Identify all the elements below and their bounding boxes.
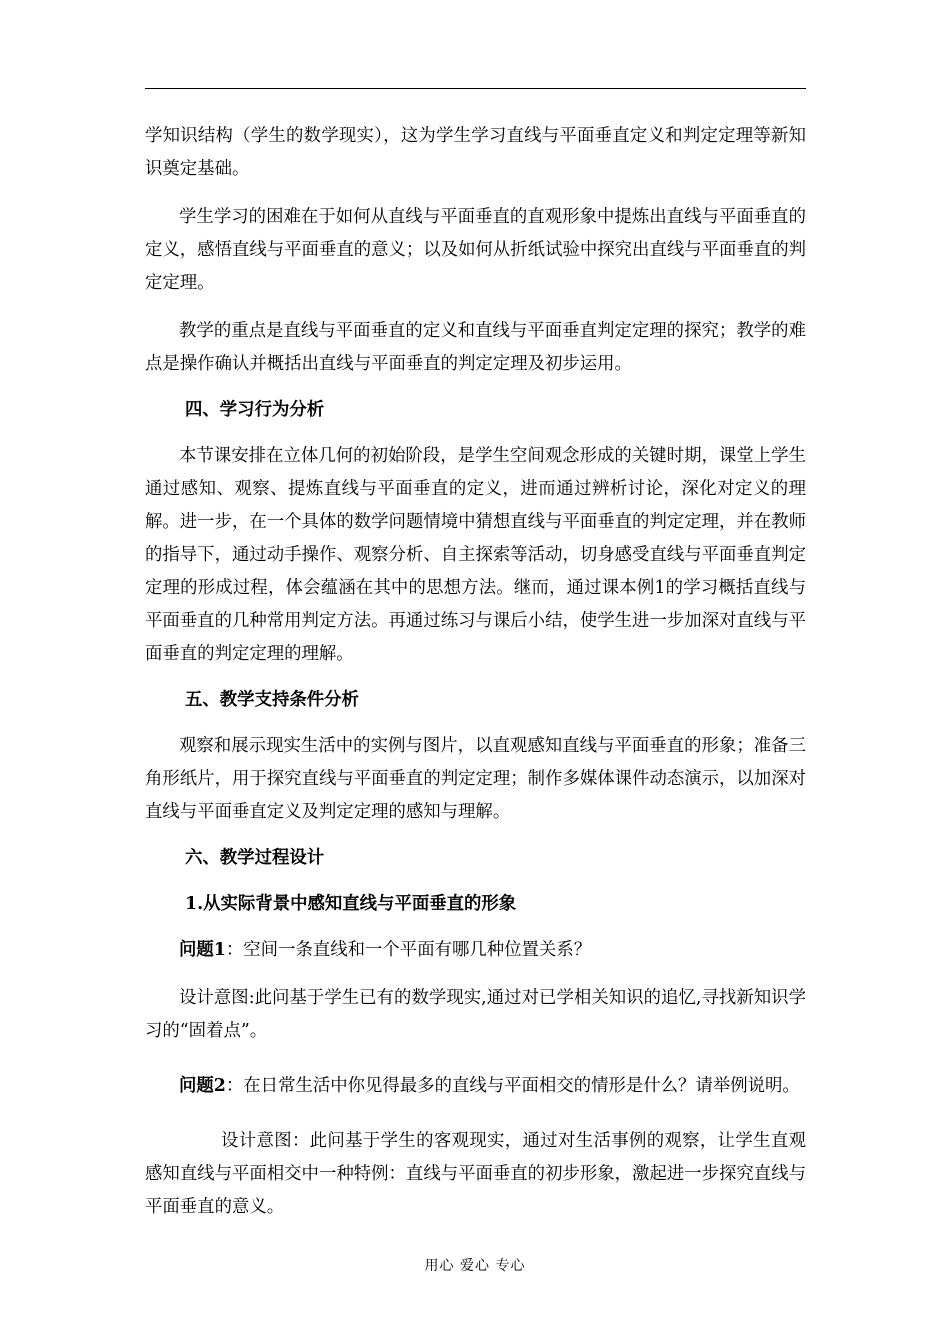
question-1-text: ：空间一条直线和一个平面有哪几种位置关系？ (225, 940, 592, 960)
question-2 (145, 1070, 806, 1103)
header-rule (145, 88, 806, 89)
section-heading-5: 五、教学支持条件分析 (185, 690, 359, 710)
document-body (145, 120, 806, 1224)
question-1 (145, 934, 806, 967)
page-footer: 用心 爱心 专心 (424, 1258, 526, 1274)
design-intent-1: 设计意图:此问基于学生已有的数学现实,通过对已学相关知识的追忆,寻找新知识学习的“固着点”。 (145, 988, 806, 1041)
question-1-label: 问题1 (179, 940, 226, 960)
paragraph-difficulty: 学生学习的困难在于如何从直线与平面垂直的直观形象中提炼出直线与平面垂直的定义，感悟直线与平面垂直的意义；以及如何从折纸试验中探究出直线与平面垂直的判定定理。 (145, 207, 806, 293)
paragraph-knowledge-structure: 学知识结构（学生的数学现实），这为学生学习直线与平面垂直定义和判定定理等新知识奠定基础。 (145, 126, 806, 179)
section-heading-4: 四、学习行为分析 (185, 400, 325, 420)
question-2-text: ：在日常生活中你见得最多的直线与平面相交的情形是什么？请举例说明。 (225, 1076, 800, 1096)
design-intent-2: 设计意图：此问基于学生的客观现实，通过对生活事例的观察，让学生直观感知直线与平面相交中一种特例：直线与平面垂直的初步形象，激起进一步探究直线与平面垂直的意义。 (145, 1131, 806, 1217)
subsection-heading-1: 1.从实际背景中感知直线与平面垂直的形象 (185, 894, 517, 914)
paragraph-learning-behavior: 本节课安排在立体几何的初始阶段，是学生空间观念形成的关键时期，课堂上学生通过感知、观察、提炼直线与平面垂直的定义，进而通过辨析讨论，深化对定义的理解。进一步，在一个具体的数学问题情境中猜想直线与平面垂直的判定定理，并在教师的指导下，通过动手操作、观察分析、自主探索等活动，切身感受直线与平面垂直判定定理的形成过程，体会蕴涵在其中的思想方法。继而，通过课本例1的学习概括直线与平面垂直的几种常用判定方法。再通过练习与课后小结，使学生进一步加深对直线与平面垂直的判定定理的理解。 (145, 446, 806, 664)
question-2-label: 问题2 (179, 1076, 226, 1096)
paragraph-key-points: 教学的重点是直线与平面垂直的定义和直线与平面垂直判定定理的探究；教学的难点是操作确认并概括出直线与平面垂直的判定定理及初步运用。 (145, 321, 806, 374)
paragraph-support-conditions: 观察和展示现实生活中的实例与图片，以直观感知直线与平面垂直的形象；准备三角形纸片，用于探究直线与平面垂直的判定定理；制作多媒体课件动态演示，以加深对直线与平面垂直定义及判定定理的感知与理解。 (145, 736, 806, 822)
section-heading-6: 六、教学过程设计 (185, 848, 325, 868)
